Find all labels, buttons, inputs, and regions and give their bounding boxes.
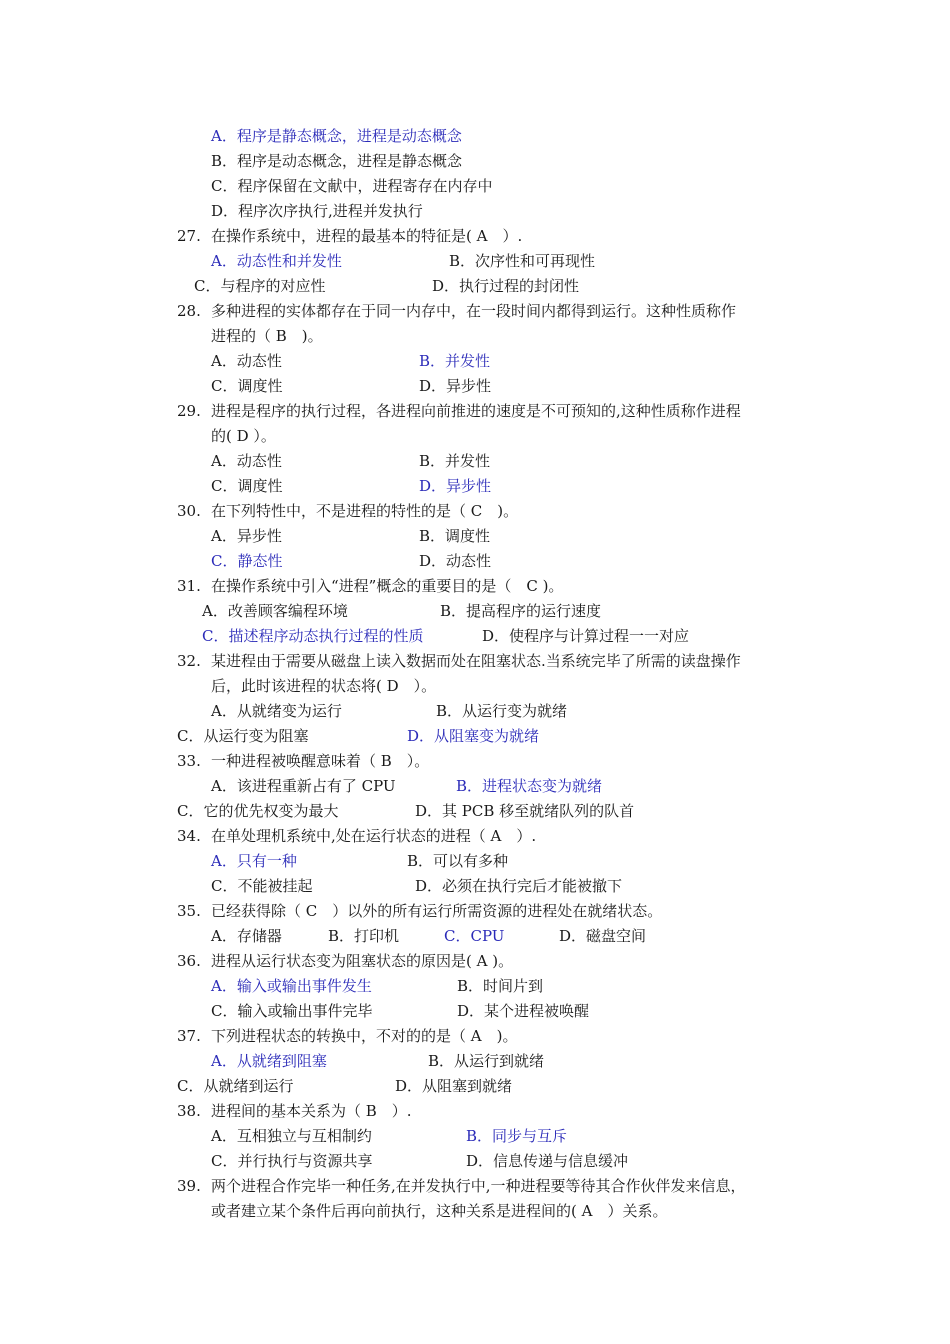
q38-option-c: C．并行执行与资源共享 bbox=[211, 1152, 373, 1170]
q34-option-b: B．可以有多种 bbox=[407, 852, 509, 870]
q32-question-line1: 某进程由于需要从磁盘上读入数据而处在阻塞状态.当系统完毕了所需的读盘操作 bbox=[211, 652, 741, 670]
q36-option-c: C．输入或输出事件完毕 bbox=[211, 1002, 373, 1020]
q37-option-b: B．从运行到就绪 bbox=[428, 1052, 545, 1070]
q30-question: 在下列特性中，不是进程的特性的是（ C )。 bbox=[211, 502, 519, 520]
q29-option-a: A．动态性 bbox=[211, 452, 282, 470]
q26-option-c: C．程序保留在文献中，进程寄存在内存中 bbox=[211, 177, 493, 195]
q37-number: 37. bbox=[177, 1027, 201, 1045]
q34-number: 34. bbox=[177, 827, 201, 845]
q28-question-line2: 进程的（ B )。 bbox=[211, 327, 323, 345]
q29-question-line2: 的( D ）。 bbox=[211, 427, 276, 445]
q28-option-d: D．异步性 bbox=[419, 377, 492, 395]
q34-option-a: A．只有一种 bbox=[211, 852, 297, 870]
q27-option-c: C．与程序的对应性 bbox=[194, 277, 326, 295]
q38-option-d: D．信息传递与信息缓冲 bbox=[466, 1152, 629, 1170]
q29-number: 29. bbox=[177, 402, 201, 420]
q30-option-b: B．调度性 bbox=[419, 527, 491, 545]
q33-option-c: C．它的优先权变为最大 bbox=[177, 802, 339, 820]
q33-question: 一种进程被唤醒意味着（ B ）。 bbox=[211, 752, 430, 770]
q39-question-line2: 或者建立某个条件后再向前执行，这种关系是进程间的( A ）关系。 bbox=[211, 1202, 668, 1220]
q27-option-a: A．动态性和并发性 bbox=[211, 252, 342, 270]
q31-option-b: B．提高程序的运行速度 bbox=[440, 602, 602, 620]
q38-option-b: B．同步与互斥 bbox=[466, 1127, 568, 1145]
q33-number: 33. bbox=[177, 752, 201, 770]
q32-option-b: B．从运行变为就绪 bbox=[436, 702, 568, 720]
q36-option-b: B．时间片到 bbox=[457, 977, 544, 995]
q32-option-a: A．从就绪变为运行 bbox=[211, 702, 342, 720]
q26-option-b: B．程序是动态概念，进程是静态概念 bbox=[211, 152, 463, 170]
q35-option-b: B．打印机 bbox=[328, 927, 400, 945]
q37-question: 下列进程状态的转换中，不对的的是（ A )。 bbox=[211, 1027, 518, 1045]
q31-option-c: C．描述程序动态执行过程的性质 bbox=[202, 627, 424, 645]
q37-option-c: C．从就绪到运行 bbox=[177, 1077, 294, 1095]
q27-option-d: D．执行过程的封闭性 bbox=[432, 277, 580, 295]
q38-question: 进程间的基本关系为（ B ）. bbox=[211, 1102, 412, 1120]
q30-option-a: A．异步性 bbox=[211, 527, 282, 545]
q26-option-d: D．程序次序执行,进程并发执行 bbox=[211, 202, 423, 220]
q27-question: 在操作系统中，进程的最基本的特征是( A ）. bbox=[211, 227, 523, 245]
q28-number: 28. bbox=[177, 302, 201, 320]
q29-option-b: B．并发性 bbox=[419, 452, 491, 470]
q29-question-line1: 进程是程序的执行过程，各进程向前推进的速度是不可预知的,这种性质称作进程 bbox=[211, 402, 741, 420]
q31-question: 在操作系统中引入“进程”概念的重要目的是（ C )。 bbox=[211, 577, 564, 595]
q34-option-c: C．不能被挂起 bbox=[211, 877, 313, 895]
q30-option-d: D．动态性 bbox=[419, 552, 492, 570]
q32-option-d: D．从阻塞变为就绪 bbox=[407, 727, 540, 745]
q28-option-a: A．动态性 bbox=[211, 352, 282, 370]
q29-option-c: C．调度性 bbox=[211, 477, 283, 495]
q27-option-b: B．次序性和可再现性 bbox=[449, 252, 596, 270]
q35-option-c: C．CPU bbox=[444, 927, 505, 945]
q31-number: 31. bbox=[177, 577, 201, 595]
q28-question-line1: 多种进程的实体都存在于同一内存中，在一段时间内都得到运行。这种性质称作 bbox=[211, 302, 737, 320]
q31-option-a: A．改善顾客编程环境 bbox=[202, 602, 348, 620]
q35-option-d: D．磁盘空间 bbox=[559, 927, 647, 945]
q36-option-d: D．某个进程被唤醒 bbox=[457, 1002, 590, 1020]
q32-number: 32. bbox=[177, 652, 201, 670]
q37-option-a: A．从就绪到阻塞 bbox=[211, 1052, 327, 1070]
q35-option-a: A．存储器 bbox=[211, 927, 282, 945]
q35-question: 已经获得除（ C ）以外的所有运行所需资源的进程处在就绪状态。 bbox=[211, 902, 663, 920]
q31-option-d: D．使程序与计算过程一一对应 bbox=[482, 627, 690, 645]
q30-number: 30. bbox=[177, 502, 201, 520]
q34-option-d: D．必须在执行完后才能被撤下 bbox=[415, 877, 623, 895]
q28-option-b: B．并发性 bbox=[419, 352, 491, 370]
q36-option-a: A．输入或输出事件发生 bbox=[211, 977, 372, 995]
q29-option-d: D．异步性 bbox=[419, 477, 492, 495]
q27-number: 27. bbox=[177, 227, 201, 245]
q36-number: 36. bbox=[177, 952, 201, 970]
q33-option-d: D．其 PCB 移至就绪队列的队首 bbox=[415, 802, 635, 820]
q37-option-d: D．从阻塞到就绪 bbox=[395, 1077, 513, 1095]
q39-question-line1: 两个进程合作完毕一种任务,在并发执行中,一种进程要等待其合作伙伴发来信息， bbox=[211, 1177, 746, 1195]
q33-option-b: B．进程状态变为就绪 bbox=[456, 777, 603, 795]
q38-option-a: A．互相独立与互相制约 bbox=[211, 1127, 372, 1145]
q35-number: 35. bbox=[177, 902, 201, 920]
q39-number: 39. bbox=[177, 1177, 201, 1195]
q26-option-a: A．程序是静态概念，进程是动态概念 bbox=[211, 127, 462, 145]
q32-option-c: C．从运行变为阻塞 bbox=[177, 727, 309, 745]
q33-option-a: A．该进程重新占有了 CPU bbox=[211, 777, 396, 795]
q38-number: 38. bbox=[177, 1102, 201, 1120]
q34-question: 在单处理机系统中,处在运行状态的进程（ A ）. bbox=[211, 827, 537, 845]
q36-question: 进程从运行状态变为阻塞状态的原因是( A )。 bbox=[211, 952, 514, 970]
q32-question-line2: 后，此时该进程的状态将( D ）。 bbox=[211, 677, 437, 695]
q28-option-c: C．调度性 bbox=[211, 377, 283, 395]
q30-option-c: C．静态性 bbox=[211, 552, 283, 570]
